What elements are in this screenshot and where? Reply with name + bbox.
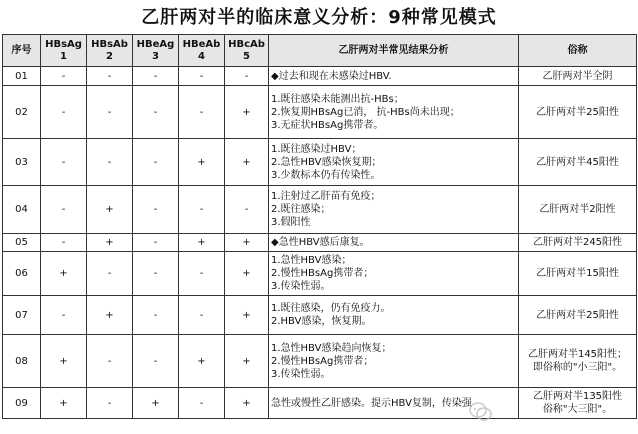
header-hbeag: HBeAg 3 (133, 35, 179, 67)
table-row (3, 252, 637, 296)
cell-common-name (519, 296, 637, 335)
cell-hbeag: - (133, 296, 179, 335)
header-row (3, 35, 637, 67)
cell-hbsag: - (41, 86, 87, 139)
analysis-line: 3.少数标本仍有传染性。 (271, 169, 381, 181)
analysis-line: 2.慢性HBsAg携带者； (271, 355, 374, 367)
cell-analysis (269, 139, 519, 186)
pattern-table (2, 34, 637, 419)
cell-hbeab: + (179, 335, 225, 388)
table-row (3, 388, 637, 419)
cell-common-name (519, 234, 637, 252)
analysis-line: 1.急性HBV感染趋向恢复； (271, 342, 392, 354)
cell-hbsab: - (87, 67, 133, 86)
analysis-line: 急性或慢性乙肝感染。提示HBV复制，传染强 (271, 397, 472, 409)
table-row (3, 335, 637, 388)
cell-hbcab: + (225, 252, 269, 296)
common-name-line: 乙肝两对半45阳性 (536, 156, 619, 168)
common-name-line: 乙肝两对半25阳性 (536, 309, 619, 321)
cell-hbeab: - (179, 296, 225, 335)
cell-analysis (269, 234, 519, 252)
cell-hbeag: - (133, 252, 179, 296)
cell-analysis (269, 296, 519, 335)
table-row (3, 67, 637, 86)
row-seq: 04 (3, 186, 41, 234)
cell-common-name (519, 388, 637, 419)
cell-hbsag: - (41, 186, 87, 234)
cell-hbsag: - (41, 139, 87, 186)
row-seq: 06 (3, 252, 41, 296)
page-title: 乙肝两对半的临床意义分析：9种常见模式 (141, 7, 497, 28)
common-name-line: 俗称"大三阳"。 (542, 404, 613, 415)
cell-hbsab: - (87, 388, 133, 419)
cell-hbcab: + (225, 139, 269, 186)
cell-hbeab: - (179, 67, 225, 86)
cell-hbsab: - (87, 335, 133, 388)
row-seq: 08 (3, 335, 41, 388)
analysis-line: 3.传染性弱。 (271, 281, 331, 292)
row-seq: 05 (3, 234, 41, 252)
row-seq: 07 (3, 296, 41, 335)
row-seq: 03 (3, 139, 41, 186)
cell-common-name (519, 86, 637, 139)
cell-common-name (519, 186, 637, 234)
table-row (3, 139, 637, 186)
cell-hbsab: - (87, 139, 133, 186)
cell-hbsag: - (41, 296, 87, 335)
cell-hbsag: - (41, 234, 87, 252)
cell-hbsab: + (87, 234, 133, 252)
common-name-line: 乙肝两对半135阳性 (532, 391, 623, 402)
cell-hbcab: - (225, 186, 269, 234)
analysis-line: 2.急性HBV感染恢复期； (271, 156, 382, 168)
cell-hbeag: - (133, 234, 179, 252)
analysis-line: 1.急性HBV感染； (271, 255, 352, 266)
common-name-line: 乙肝两对半全阴 (542, 70, 613, 82)
header-hbeab: HBeAb 4 (179, 35, 225, 67)
analysis-line: 2.恢复期HBsAg已消， 抗-HBs尚未出现； (271, 106, 460, 118)
cell-common-name (519, 335, 637, 388)
cell-hbeag: + (133, 388, 179, 419)
analysis-line: 2.HBV感染，恢复期。 (271, 316, 372, 327)
common-name-line: 乙肝两对半25阳性 (536, 106, 619, 118)
analysis-line: 3.假阳性 (271, 217, 311, 228)
cell-hbcab: + (225, 296, 269, 335)
cell-analysis (269, 86, 519, 139)
common-name-line: 乙肝两对半2阳性 (539, 204, 616, 215)
cell-hbsab: - (87, 86, 133, 139)
cell-hbeab: + (179, 234, 225, 252)
cell-hbeag: - (133, 335, 179, 388)
cell-common-name (519, 252, 637, 296)
cell-analysis (269, 335, 519, 388)
table-row (3, 296, 637, 335)
row-seq: 09 (3, 388, 41, 419)
cell-hbcab: - (225, 67, 269, 86)
cell-hbeag: - (133, 139, 179, 186)
cell-analysis (269, 252, 519, 296)
header-analysis: 乙肝两对半常见结果分析 (269, 35, 519, 67)
header-common-name: 俗称 (519, 35, 637, 67)
header-seq: 序号 (3, 35, 41, 67)
cell-analysis (269, 388, 519, 419)
analysis-line: 2.慢性HBsAg携带者； (271, 268, 374, 279)
cell-hbcab: + (225, 388, 269, 419)
table-row (3, 234, 637, 252)
header-hbsag: HBsAg 1 (41, 35, 87, 67)
cell-hbcab: + (225, 86, 269, 139)
common-name-line: 乙肝两对半145阳性； (527, 349, 628, 360)
cell-analysis (269, 186, 519, 234)
common-name-line: 乙肝两对半245阳性 (532, 237, 623, 248)
analysis-line: 1.既往感染过HBV； (271, 143, 362, 155)
cell-hbeag: - (133, 186, 179, 234)
cell-hbsab: + (87, 296, 133, 335)
table-row (3, 86, 637, 139)
cell-hbsag: + (41, 388, 87, 419)
common-name-line: 乙肝两对半15阳性 (536, 268, 619, 279)
analysis-line: 2.既往感染； (271, 204, 331, 215)
analysis-line: ◆过去和现在未感染过HBV. (271, 70, 392, 82)
cell-hbsag: + (41, 335, 87, 388)
table-row (3, 186, 637, 234)
cell-hbeab: - (179, 252, 225, 296)
cell-hbcab: + (225, 335, 269, 388)
cell-hbcab: + (225, 234, 269, 252)
cell-hbsag: + (41, 252, 87, 296)
analysis-line: 1.注射过乙肝苗有免疫； (271, 191, 381, 202)
analysis-line: 3.无症状HBsAg携带者。 (271, 119, 384, 131)
cell-hbeab: - (179, 388, 225, 419)
cell-hbsab: + (87, 186, 133, 234)
row-seq: 02 (3, 86, 41, 139)
cell-common-name (519, 139, 637, 186)
analysis-line: 1.既往感染，仍有免疫力。 (271, 303, 391, 314)
analysis-line: 1.既往感染未能测出抗-HBs； (271, 93, 404, 105)
cell-common-name (519, 67, 637, 86)
cell-hbeab: + (179, 139, 225, 186)
cell-analysis (269, 67, 519, 86)
row-seq: 01 (3, 67, 41, 86)
header-hbsab: HBsAb 2 (87, 35, 133, 67)
analysis-line: 3.传染性弱。 (271, 368, 331, 380)
cell-hbeab: - (179, 186, 225, 234)
cell-hbeag: - (133, 86, 179, 139)
cell-hbsab: - (87, 252, 133, 296)
cell-hbeag: - (133, 67, 179, 86)
cell-hbeab: - (179, 86, 225, 139)
cell-hbsag: - (41, 67, 87, 86)
header-hbcab: HBcAb 5 (225, 35, 269, 67)
analysis-line: ◆急性HBV感后康复。 (271, 237, 370, 248)
common-name-line: 即俗称的"小三阳"。 (532, 362, 623, 373)
